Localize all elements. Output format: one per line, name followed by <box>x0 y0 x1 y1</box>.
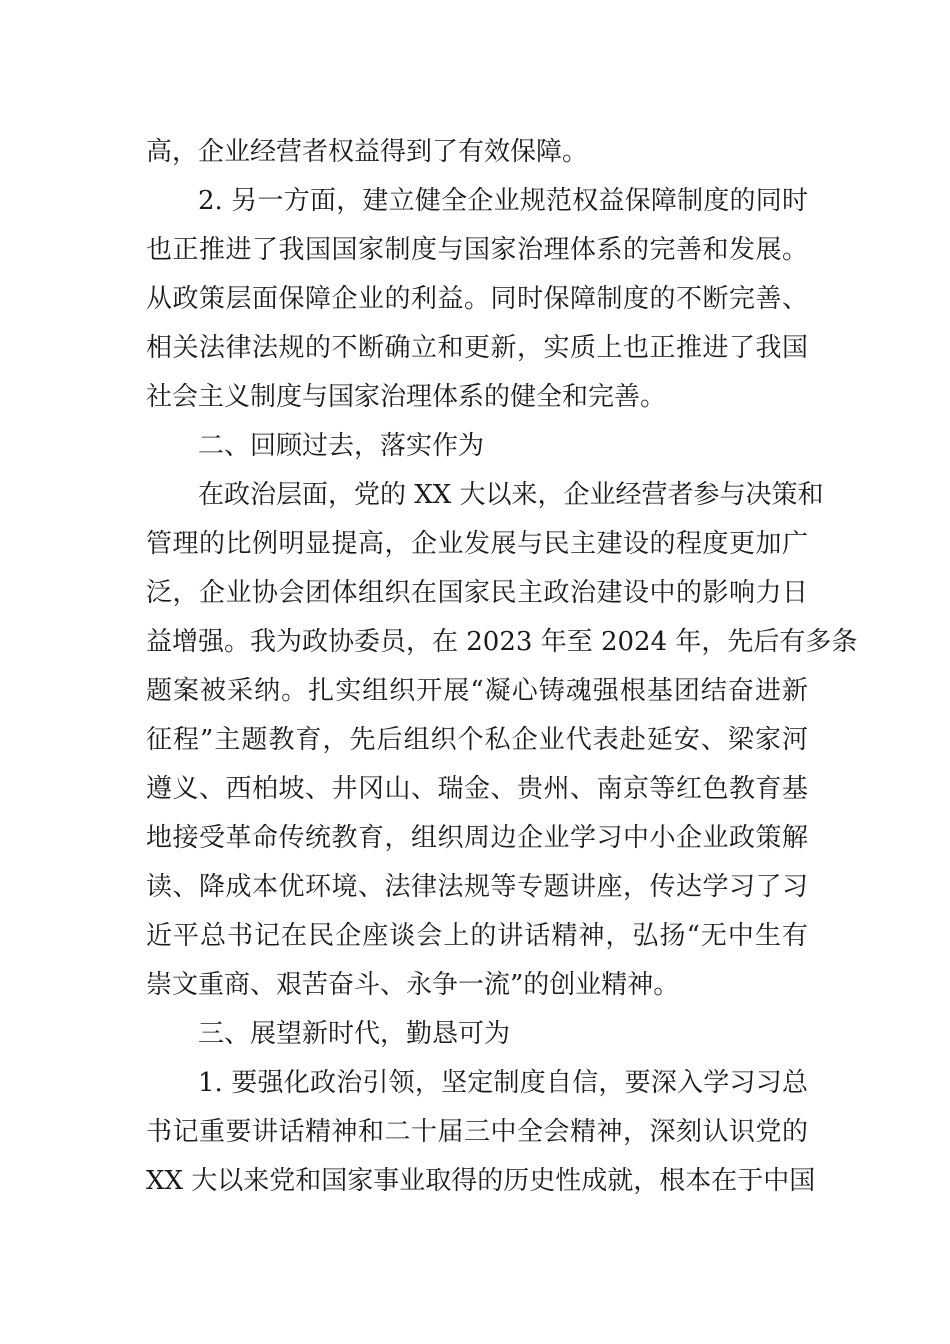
text-line: 读、降成本优环境、法律法规等专题讲座，传达学习了习 <box>146 872 808 902</box>
text-line: 社会主义制度与国家治理体系的健全和完善。 <box>146 382 667 412</box>
text-line: 相关法律法规的不断确立和更新，实质上也正推进了我国 <box>146 333 808 363</box>
text-line: 三、展望新时代，勤恳可为 <box>198 1019 511 1049</box>
text-line: 征程”主题教育，先后组织个私企业代表赴延安、梁家河 <box>146 725 808 755</box>
text-line: 崇文重商、艰苦奋斗、永争一流”的创业精神。 <box>146 970 680 1000</box>
text-line: 遵义、西柏坡、井冈山、瑞金、贵州、南京等红色教育基 <box>146 774 808 804</box>
text-line: 地接受革命传统教育，组织周边企业学习中小企业政策解 <box>146 823 808 853</box>
text-line: 二、回顾过去，落实作为 <box>198 431 485 461</box>
text-line: 1. 要强化政治引领，坚定制度自信，要深入学习习总 <box>198 1068 808 1098</box>
text-line: 题案被采纳。扎实组织开展“凝心铸魂强根基团结奋进新 <box>146 676 808 706</box>
text-line: 2. 另一方面，建立健全企业规范权益保障制度的同时 <box>198 186 808 216</box>
text-line: 从政策层面保障企业的利益。同时保障制度的不断完善、 <box>146 284 808 314</box>
text-line: 近平总书记在民企座谈会上的讲话精神，弘扬“无中生有 <box>146 921 808 951</box>
document-body <box>146 128 858 1206</box>
text-line: 泛，企业协会团体组织在国家民主政治建设中的影响力日 <box>146 578 808 608</box>
text-line: 书记重要讲话精神和二十届三中全会精神，深刻认识党的 <box>146 1117 808 1147</box>
text-line: 益增强。我为政协委员，在 2023 年至 2024 年，先后有多条 <box>146 627 858 657</box>
text-line: XX 大以来党和国家事业取得的历史性成就，根本在于中国 <box>146 1166 816 1196</box>
text-line: 高，企业经营者权益得到了有效保障。 <box>146 137 589 167</box>
text-line: 管理的比例明显提高，企业发展与民主建设的程度更加广 <box>146 529 808 559</box>
text-line: 也正推进了我国国家制度与国家治理体系的完善和发展。 <box>146 235 808 265</box>
text-line: 在政治层面，党的 XX 大以来，企业经营者参与决策和 <box>198 480 824 510</box>
